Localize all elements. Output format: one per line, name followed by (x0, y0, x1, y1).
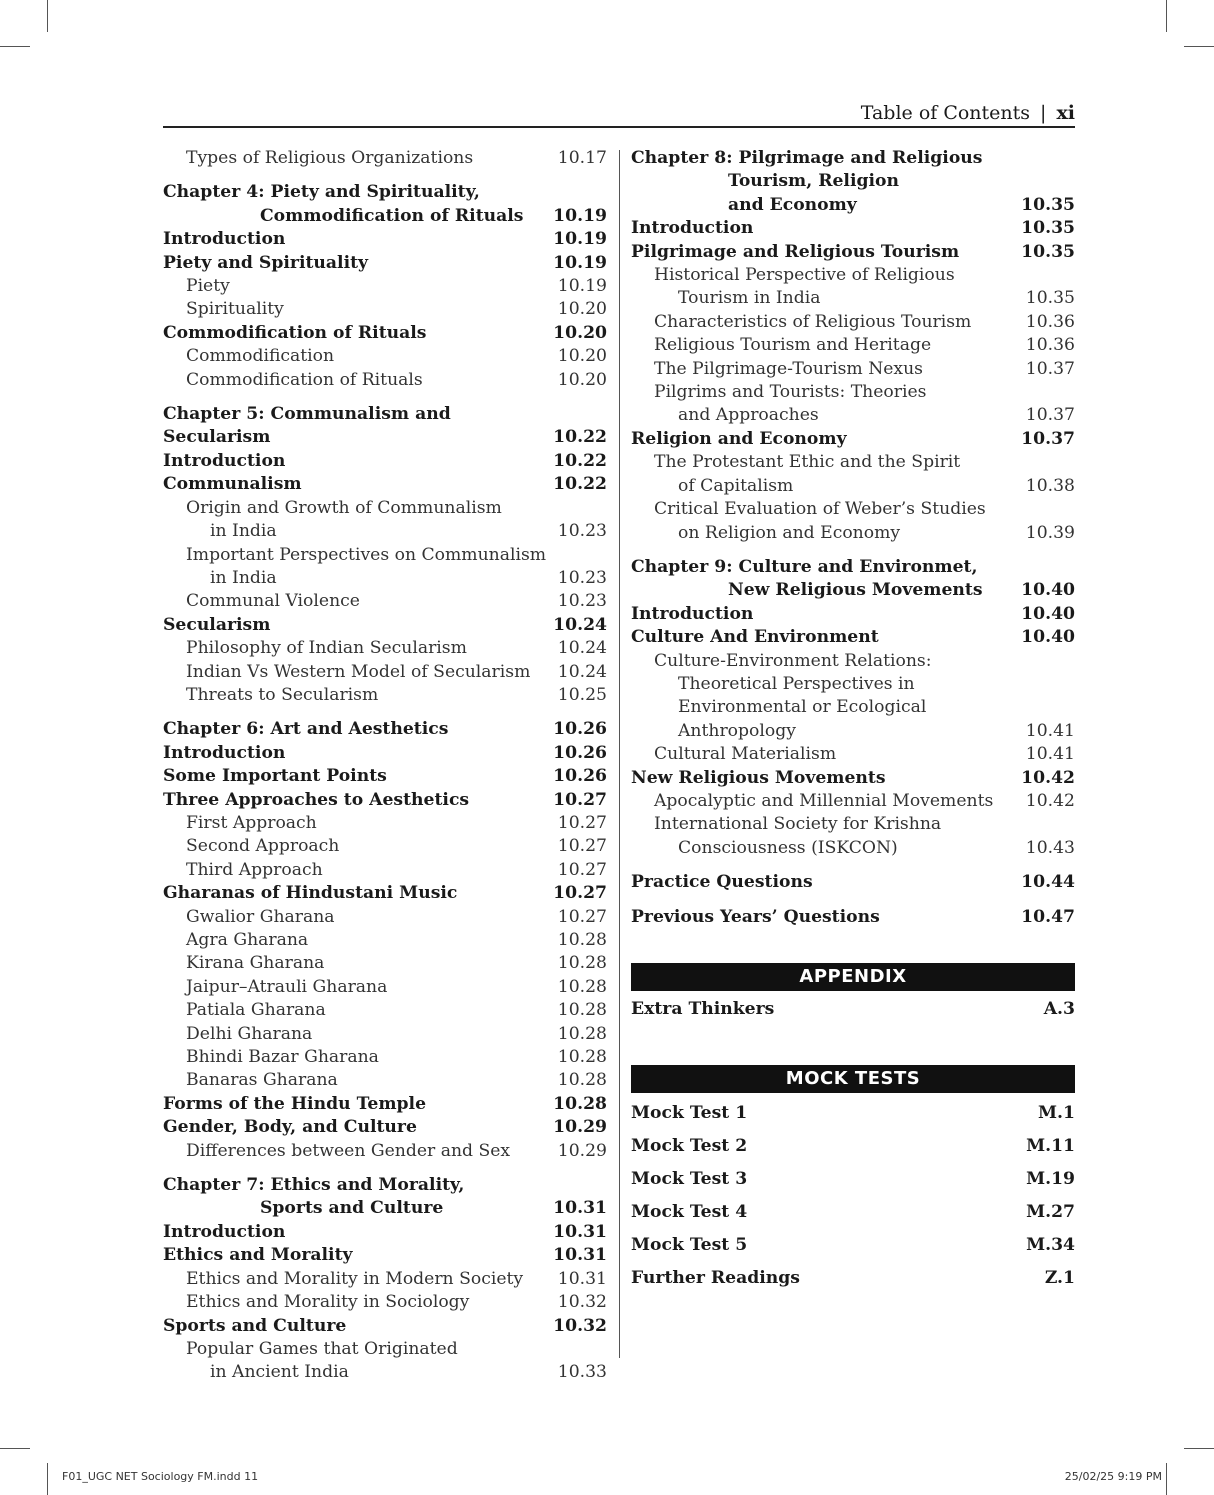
entry-page-number: 10.23 (557, 521, 607, 542)
entry-title (163, 181, 545, 228)
entry-page-number: 10.20 (557, 299, 607, 320)
entry-title-line: Pilgrims and Tourists: Theories (654, 382, 927, 403)
toc-entry (163, 765, 607, 788)
toc-entry (163, 684, 607, 707)
entry-title: Mock Test 2 (631, 1136, 748, 1156)
column-divider (619, 150, 620, 1358)
entry-page-number: 10.39 (1025, 522, 1075, 543)
entry-title: Bhindi Bazar Gharana (186, 1047, 379, 1068)
entry-page-number: 10.25 (557, 684, 607, 705)
entry-title: Spirituality (186, 299, 284, 320)
toc-entry (163, 1046, 607, 1069)
toc-entry (163, 403, 607, 450)
entry-page-number: 10.28 (557, 1000, 607, 1021)
crop-mark (1184, 46, 1214, 47)
appendix-list (631, 993, 1075, 1026)
toc-entry (163, 661, 607, 684)
entry-page-number: 10.29 (553, 1117, 607, 1138)
toc-chapter-entry (631, 147, 1075, 217)
entry-title: Ethics and Morality (163, 1245, 353, 1266)
crop-mark (47, 1463, 48, 1495)
entry-title: Characteristics of Religious Tourism (654, 311, 972, 332)
entry-page-number: 10.35 (1021, 218, 1075, 239)
entry-title (631, 451, 1018, 498)
entry-title: Further Readings (631, 1268, 800, 1288)
entry-title-line: Tourism in India (678, 288, 821, 309)
entry-page-number: 10.31 (557, 1268, 607, 1289)
entry-title (163, 544, 550, 591)
entry-title-line: Critical Evaluation of Weber’s Studies (654, 499, 986, 520)
entry-page-number: 10.31 (553, 1221, 607, 1242)
toc-entry (631, 264, 1075, 311)
toc-entry (163, 322, 607, 345)
entry-page-number: 10.37 (1021, 428, 1075, 449)
entry-page-number: 10.35 (1025, 288, 1075, 309)
toc-entry (163, 859, 607, 882)
entry-page-number: 10.27 (557, 812, 607, 833)
entry-title: Patiala Gharana (186, 1000, 326, 1021)
entry-title: Religious Tourism and Heritage (654, 335, 932, 356)
entry-title: Second Approach (186, 836, 340, 857)
entry-title-line: International Society for Krishna (654, 814, 942, 835)
entry-title-line: Environmental or Ecological (678, 697, 927, 718)
toc-entry (631, 334, 1075, 357)
entry-title: Threats to Secularism (186, 684, 379, 705)
entry-page-number: 10.32 (557, 1292, 607, 1313)
toc-entry (631, 1163, 1075, 1196)
entry-page-number: 10.23 (557, 591, 607, 612)
toc-entry (631, 1262, 1075, 1295)
entry-title: Forms of the Hindu Temple (163, 1093, 427, 1114)
entry-page-number: Z.1 (1044, 1268, 1075, 1288)
toc-entry (163, 1116, 607, 1139)
toc-entry (163, 718, 607, 741)
toc-entry (163, 544, 607, 591)
toc-entry (163, 976, 607, 999)
entry-title: Chapter 6: Art and Aesthetics (163, 719, 449, 740)
entry-page-number: 10.22 (553, 474, 607, 495)
toc-entry (163, 473, 607, 496)
entry-page-number: M.27 (1026, 1202, 1075, 1222)
entry-page-number: 10.17 (557, 148, 607, 168)
entry-title: Gwalior Gharana (186, 906, 335, 927)
toc-entry (163, 497, 607, 544)
entry-title: Third Approach (186, 859, 323, 880)
entry-title-line: Popular Games that Originated (186, 1338, 458, 1359)
toc-entry (163, 228, 607, 251)
toc-entry (163, 742, 607, 765)
header-separator: | (1040, 102, 1047, 124)
toc-entry (163, 1221, 607, 1244)
toc-entry (163, 1315, 607, 1338)
toc-entry (631, 311, 1075, 334)
entry-page-number: 10.35 (1021, 241, 1075, 262)
entry-title-line: Chapter 4: Piety and Spirituality, (163, 182, 480, 203)
entry-title: Pilgrimage and Religious Tourism (631, 241, 960, 262)
entry-title: Jaipur–Atrauli Gharana (186, 976, 388, 997)
toc-entry (163, 952, 607, 975)
toc-entry (163, 637, 607, 660)
toc-entry (631, 241, 1075, 264)
entry-title: Practice Questions (631, 872, 813, 893)
entry-page-number: 10.22 (553, 450, 607, 471)
toc-entry (631, 451, 1075, 498)
entry-page-number: 10.42 (1021, 767, 1075, 788)
entry-title: Introduction (163, 229, 286, 250)
entry-title: Piety (186, 276, 230, 297)
entry-page-number: 10.20 (557, 346, 607, 367)
toc-entry (631, 871, 1075, 894)
toc-entry (163, 1244, 607, 1267)
crop-mark (1166, 1463, 1167, 1495)
entry-page-number: 10.35 (1021, 194, 1075, 215)
entry-title: Philosophy of Indian Secularism (186, 638, 467, 659)
entry-title-line: of Capitalism (678, 475, 794, 496)
entry-page-number: 10.27 (557, 859, 607, 880)
entry-page-number: 10.36 (1025, 335, 1075, 356)
entry-page-number: 10.31 (553, 1245, 607, 1266)
toc-right-entries (631, 147, 1075, 929)
entry-title (163, 1174, 545, 1221)
entry-page-number: 10.28 (557, 976, 607, 997)
entry-page-number: 10.20 (553, 322, 607, 343)
toc-entry (163, 789, 607, 812)
entry-title: Kirana Gharana (186, 953, 325, 974)
entry-page-number: 10.26 (553, 742, 607, 763)
crop-mark (47, 0, 48, 32)
toc-entry (631, 626, 1075, 649)
entry-page-number: 10.19 (557, 276, 607, 297)
toc-chapter-entry (631, 556, 1075, 603)
entry-title-line: Chapter 8: Pilgrimage and Religious (631, 148, 983, 168)
entry-page-number: 10.36 (1025, 311, 1075, 332)
toc-entry (163, 1338, 607, 1385)
crop-mark (0, 46, 30, 47)
entry-title: New Religious Movements (631, 767, 886, 788)
toc-entry (631, 1097, 1075, 1130)
toc-entry (163, 275, 607, 298)
entry-title: Previous Years’ Questions (631, 906, 880, 927)
entry-title (631, 650, 1018, 744)
entry-title: First Approach (186, 812, 317, 833)
toc-entry (631, 993, 1075, 1026)
toc-entry (163, 1291, 607, 1314)
entry-title: Introduction (163, 450, 286, 471)
crop-mark (1184, 1448, 1214, 1449)
entry-title: Differences between Gender and Sex (186, 1140, 511, 1161)
entry-page-number: 10.43 (1025, 837, 1075, 858)
toc-entry (631, 358, 1075, 381)
entry-title (631, 147, 1013, 217)
entry-title-line: The Protestant Ethic and the Spirit (654, 452, 961, 473)
entry-title-line: Culture-Environment Relations: (654, 650, 932, 671)
toc-entry (163, 298, 607, 321)
entry-title: Commodification of Rituals (163, 322, 427, 343)
entry-page-number: 10.27 (553, 883, 607, 904)
entry-title: Ethics and Morality in Modern Society (186, 1268, 524, 1289)
entry-title (631, 264, 1018, 311)
running-title: Table of Contents (860, 102, 1031, 124)
toc-entry (163, 614, 607, 637)
entry-page-number: 10.28 (557, 953, 607, 974)
toc-chapter-entry (163, 181, 607, 228)
entry-page-number: 10.26 (553, 719, 607, 740)
entry-title: Introduction (163, 1221, 286, 1242)
toc-right-column (631, 147, 1075, 1295)
entry-page-number: 10.40 (1021, 603, 1075, 624)
entry-page-number: 10.40 (1021, 580, 1075, 601)
toc-entry (631, 743, 1075, 766)
toc-chapter-entry (163, 1174, 607, 1221)
entry-page-number: A.3 (1043, 999, 1075, 1019)
entry-title (631, 381, 1018, 428)
entry-title-line: Anthropology (678, 720, 796, 741)
entry-page-number: 10.40 (1021, 627, 1075, 648)
entry-title (631, 498, 1018, 545)
entry-page-number: 10.27 (557, 836, 607, 857)
entry-page-number: M.11 (1026, 1136, 1075, 1156)
entry-title: The Pilgrimage-Tourism Nexus (654, 358, 923, 379)
entry-title-line: in India (210, 521, 277, 542)
toc-entry (163, 1023, 607, 1046)
toc-entry (631, 1130, 1075, 1163)
entry-page-number: 10.42 (1025, 790, 1075, 811)
entry-title: Types of Religious Organizations (186, 148, 474, 168)
entry-title: Mock Test 5 (631, 1235, 748, 1255)
mock-tests-heading: MOCK TESTS (631, 1065, 1075, 1093)
entry-title-line: Commodification of Rituals (260, 205, 524, 226)
entry-page-number: 10.41 (1025, 744, 1075, 765)
toc-left-column (163, 147, 607, 1385)
footer-file: F01_UGC NET Sociology FM.indd 11 (62, 1470, 259, 1483)
entry-title: Introduction (163, 742, 286, 763)
entry-page-number: 10.28 (557, 1023, 607, 1044)
toc-entry (631, 650, 1075, 744)
toc-entry (163, 147, 607, 170)
crop-mark (0, 1448, 30, 1449)
crop-mark (1166, 0, 1167, 32)
toc-entry (631, 790, 1075, 813)
entry-page-number: 10.26 (553, 766, 607, 787)
entry-title-line: in Ancient India (210, 1362, 349, 1383)
entry-title: Gender, Body, and Culture (163, 1117, 417, 1138)
entry-title: Introduction (631, 603, 754, 624)
entry-title: Three Approaches to Aesthetics (163, 789, 470, 810)
entry-page-number: 10.31 (553, 1198, 607, 1219)
entry-title: Mock Test 1 (631, 1103, 748, 1123)
entry-page-number: 10.38 (1025, 475, 1075, 496)
entry-title: Introduction (631, 218, 754, 239)
entry-title-line: on Religion and Economy (678, 522, 901, 543)
entry-page-number: 10.41 (1025, 720, 1075, 741)
toc-entry (631, 498, 1075, 545)
entry-title-line: Theoretical Perspectives in (678, 673, 915, 694)
entry-title-line: Chapter 7: Ethics and Morality, (163, 1175, 465, 1196)
toc-entry (631, 813, 1075, 860)
entry-title-line: New Religious Movements (728, 580, 983, 601)
entry-title (163, 1338, 550, 1385)
appendix-heading: APPENDIX (631, 963, 1075, 991)
entry-title: Mock Test 4 (631, 1202, 748, 1222)
entry-title: Some Important Points (163, 766, 387, 787)
toc-entry (163, 906, 607, 929)
entry-page-number: 10.23 (557, 567, 607, 588)
toc-entry (163, 1069, 607, 1092)
toc-entry (163, 252, 607, 275)
toc-entry (631, 603, 1075, 626)
entry-title: Communalism (163, 474, 302, 495)
entry-page-number: 10.19 (553, 252, 607, 273)
toc-entry (163, 812, 607, 835)
toc-entry (163, 590, 607, 613)
entry-page-number: 10.19 (553, 205, 607, 226)
entry-title: Delhi Gharana (186, 1023, 313, 1044)
entry-title: Piety and Spirituality (163, 252, 369, 273)
entry-page-number: 10.20 (557, 369, 607, 390)
entry-title (163, 497, 550, 544)
toc-entry (163, 345, 607, 368)
toc-entry (163, 929, 607, 952)
toc-entry (631, 428, 1075, 451)
entry-page-number: 10.33 (557, 1362, 607, 1383)
entry-title: Sports and Culture (163, 1315, 347, 1336)
entry-title: Extra Thinkers (631, 999, 775, 1019)
entry-page-number: 10.32 (553, 1315, 607, 1336)
entry-title: Apocalyptic and Millennial Movements (654, 790, 994, 811)
toc-entry (163, 882, 607, 905)
entry-page-number: 10.28 (557, 930, 607, 950)
entry-title: Secularism (163, 614, 271, 635)
entry-page-number: 10.28 (553, 1093, 607, 1114)
toc-entry (163, 1268, 607, 1291)
entry-title: Mock Test 3 (631, 1169, 748, 1189)
entry-page-number: 10.27 (557, 906, 607, 927)
entry-page-number: 10.19 (553, 229, 607, 250)
mock-tests-list (631, 1097, 1075, 1295)
entry-page-number: 10.24 (557, 661, 607, 682)
entry-title-line: and Economy (728, 194, 857, 215)
footer-timestamp: 25/02/25 9:19 PM (1064, 1470, 1162, 1483)
entry-title: Commodification (186, 346, 335, 367)
toc-entry (163, 450, 607, 473)
entry-title (631, 813, 1018, 860)
toc-entry (631, 1196, 1075, 1229)
entry-title-line: Origin and Growth of Communalism (186, 497, 502, 518)
entry-page-number: M.19 (1026, 1169, 1075, 1189)
toc-entry (631, 767, 1075, 790)
toc-entry (631, 381, 1075, 428)
entry-page-number: 10.37 (1025, 405, 1075, 426)
entry-title: Ethics and Morality in Sociology (186, 1292, 470, 1313)
entry-page-number: 10.37 (1025, 358, 1075, 379)
entry-title-line: in India (210, 567, 277, 588)
entry-title: Chapter 5: Communalism and Secularism (163, 404, 451, 448)
entry-page-number: 10.44 (1021, 872, 1075, 893)
running-header (163, 100, 1075, 128)
entry-title-line: Tourism, Religion (728, 171, 899, 192)
toc-entry (163, 999, 607, 1022)
entry-title: Communal Violence (186, 591, 360, 612)
entry-page-number: 10.28 (557, 1047, 607, 1068)
entry-title-line: Historical Perspective of Religious (654, 265, 955, 286)
entry-title (631, 556, 1013, 603)
entry-title-line: Chapter 9: Culture and Environmet, (631, 556, 978, 577)
entry-page-number: 10.27 (553, 789, 607, 810)
entry-title: Banaras Gharana (186, 1070, 338, 1091)
toc-entry (163, 369, 607, 392)
toc-entry (631, 1229, 1075, 1262)
entry-title: Religion and Economy (631, 428, 847, 449)
entry-title: Indian Vs Western Model of Secularism (186, 661, 531, 682)
toc-entry (163, 1093, 607, 1116)
entry-title: Commodification of Rituals (186, 369, 423, 390)
entry-title: Agra Gharana (186, 930, 309, 950)
page-number: xi (1056, 102, 1075, 124)
toc-entry (163, 835, 607, 858)
entry-title: Culture And Environment (631, 627, 879, 648)
entry-page-number: M.34 (1026, 1235, 1075, 1255)
toc-entry (631, 217, 1075, 240)
entry-title-line: Sports and Culture (260, 1198, 444, 1219)
entry-title: Gharanas of Hindustani Music (163, 883, 458, 904)
toc-entry (631, 906, 1075, 929)
entry-title-line: and Approaches (678, 405, 819, 426)
entry-page-number: 10.47 (1021, 906, 1075, 927)
entry-page-number: M.1 (1038, 1103, 1075, 1123)
entry-page-number: 10.22 (553, 427, 607, 448)
entry-page-number: 10.28 (557, 1070, 607, 1091)
entry-page-number: 10.29 (557, 1140, 607, 1161)
toc-entry (163, 1140, 607, 1163)
entry-title-line: Consciousness (ISKCON) (678, 837, 898, 858)
entry-page-number: 10.24 (557, 638, 607, 659)
entry-title: Cultural Materialism (654, 744, 837, 765)
entry-title-line: Important Perspectives on Communalism (186, 544, 547, 565)
entry-page-number: 10.24 (553, 614, 607, 635)
